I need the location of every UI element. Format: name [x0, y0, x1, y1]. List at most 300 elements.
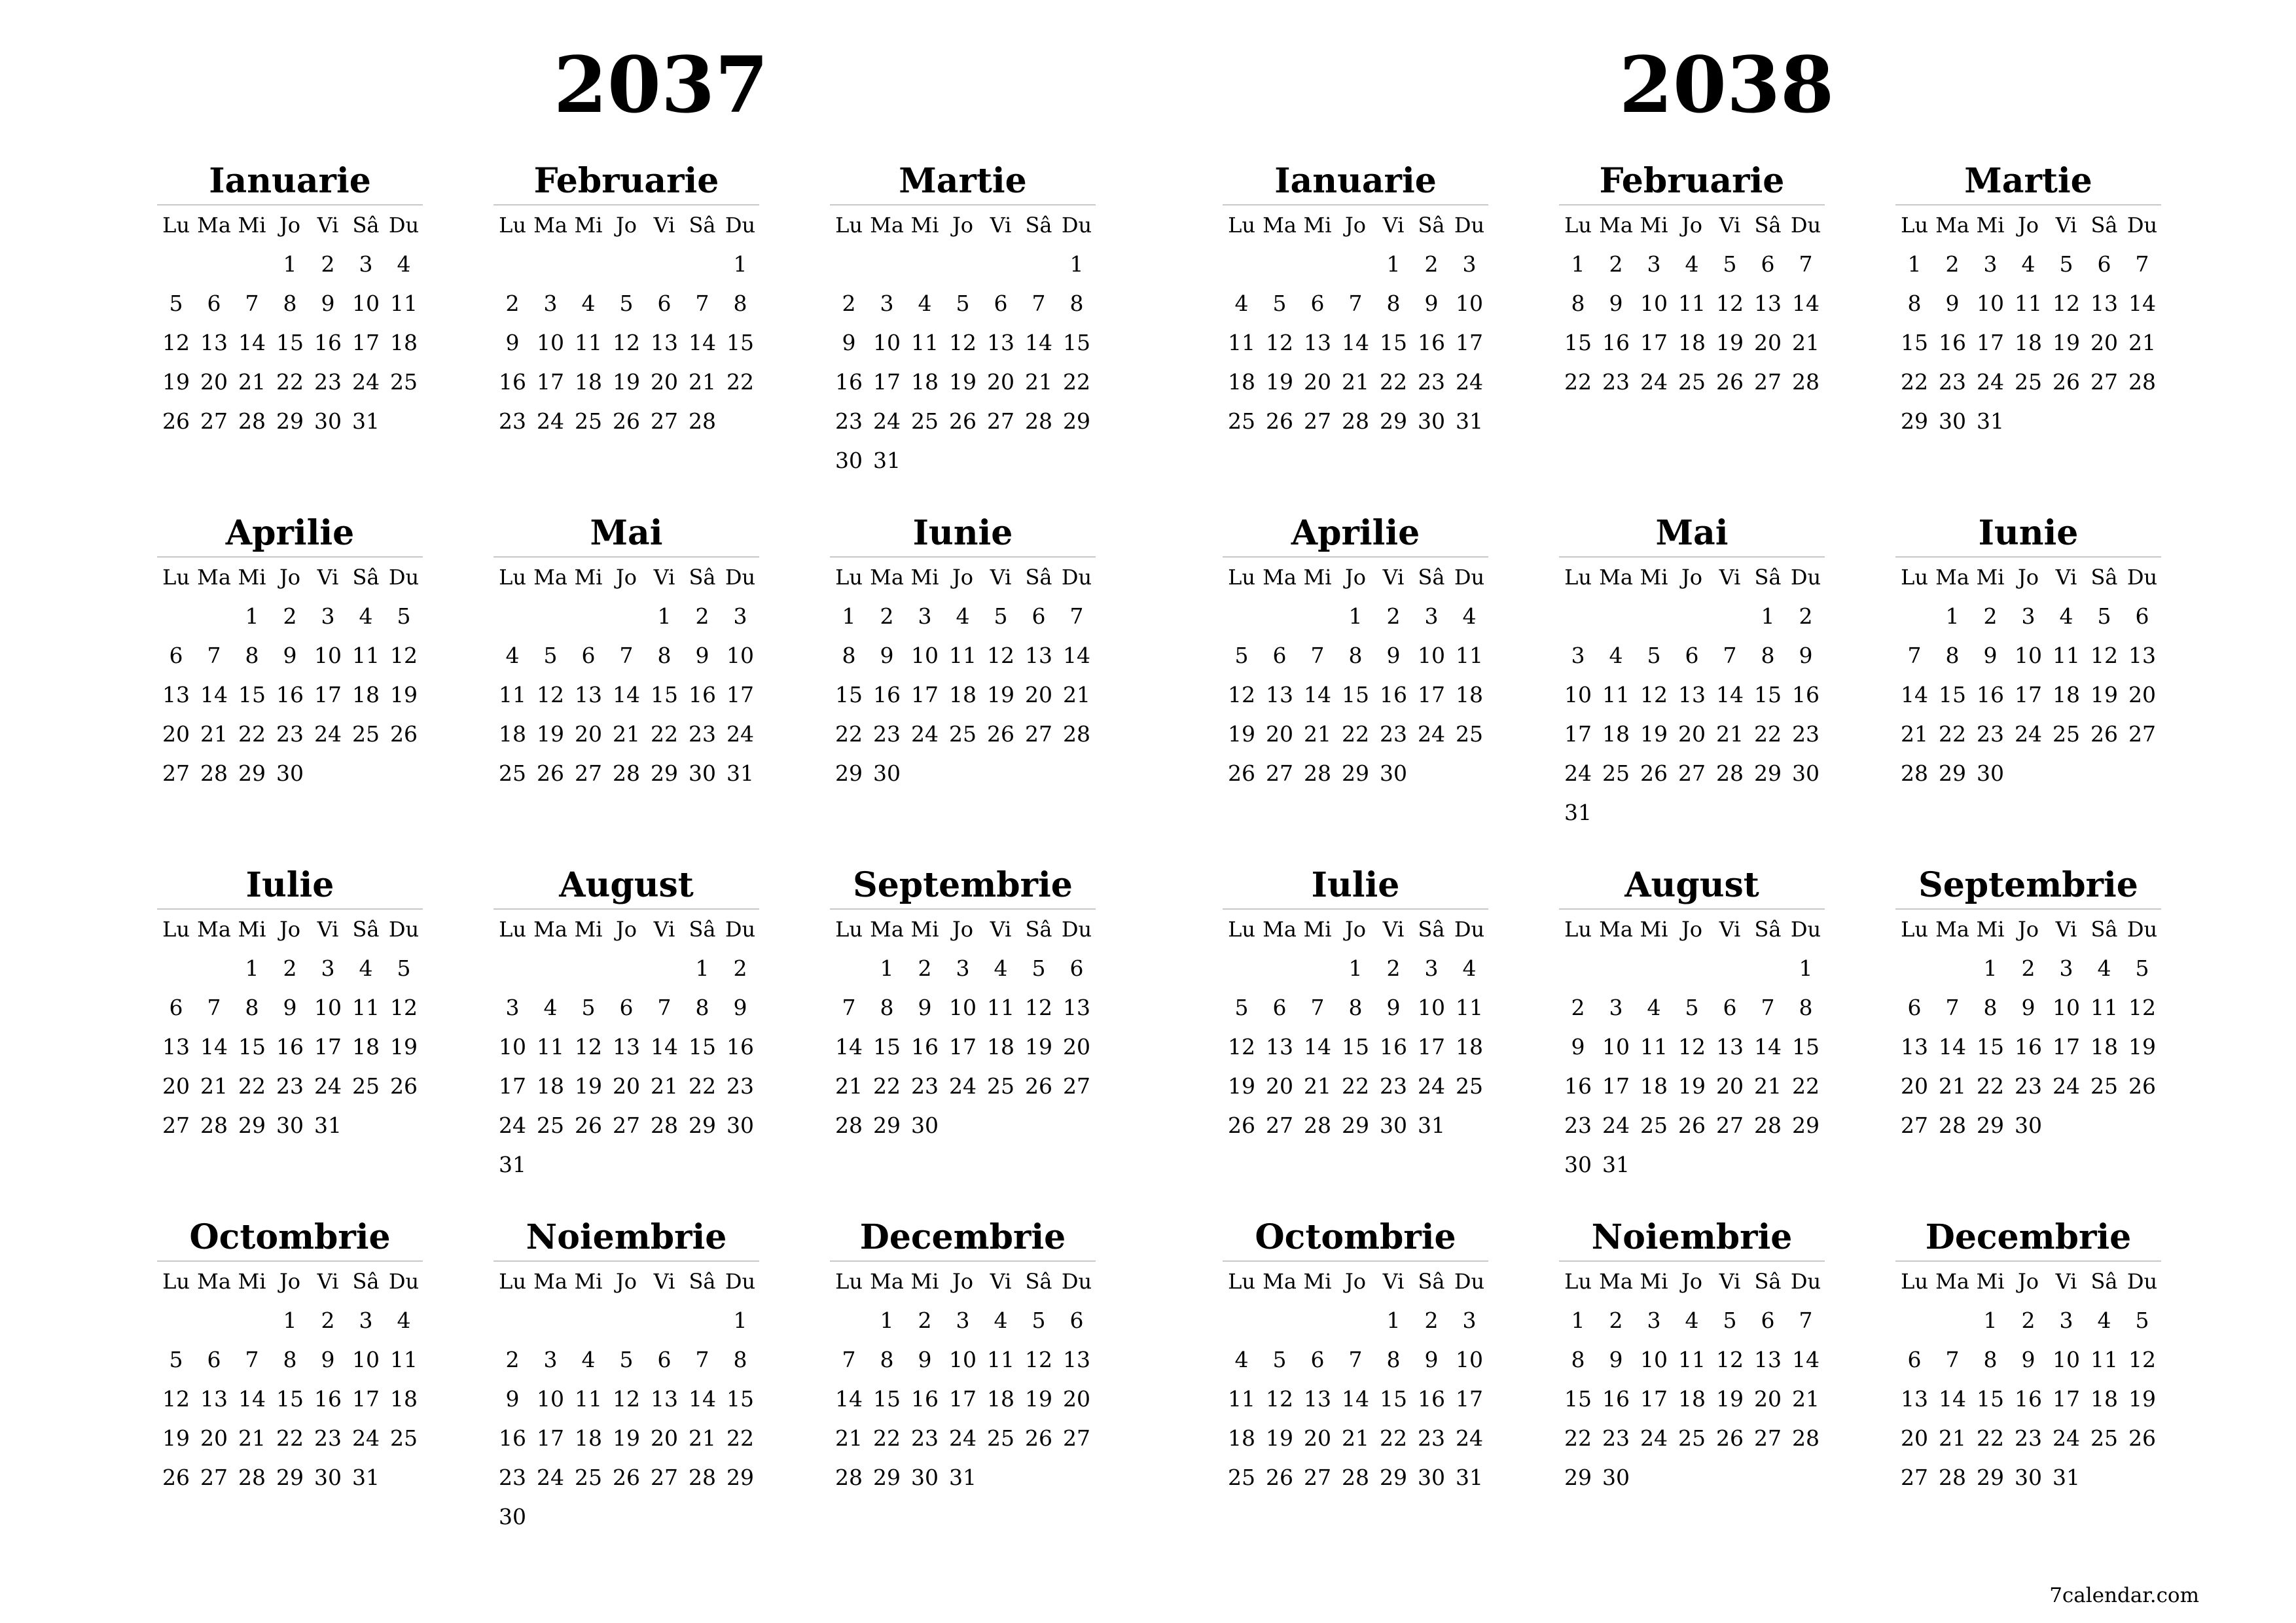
day-cell: 5 [1685, 995, 1699, 1020]
month-day-grid [1559, 205, 1825, 402]
day-cell: 1 [1983, 955, 1998, 981]
weekday-header: Ma [197, 917, 231, 942]
day-cell: 28 [689, 1465, 716, 1490]
day-cell: 23 [1418, 1425, 1445, 1451]
day-cell: 17 [1418, 682, 1445, 707]
day-cell: 22 [1380, 369, 1407, 395]
day-cell: 26 [1678, 1113, 1706, 1138]
month-martie [830, 158, 1096, 480]
day-cell: 26 [949, 408, 977, 434]
empty-day-cell [1299, 1301, 1336, 1340]
day-cell: 6 [1031, 603, 1046, 629]
weekday-header: Jo [615, 565, 637, 590]
day-cell: 29 [1564, 1465, 1592, 1490]
weekday-header: Mi [1303, 565, 1332, 590]
day-cell: 19 [575, 1073, 602, 1099]
day-cell: 10 [2053, 1347, 2080, 1372]
day-cell: 14 [1342, 1386, 1369, 1412]
weekday-header: Mi [574, 917, 603, 942]
day-cell: 26 [390, 1073, 418, 1099]
month-day-grid [830, 205, 1096, 480]
day-cell: 28 [2128, 369, 2156, 395]
day-cell: 15 [689, 1034, 716, 1060]
day-cell: 31 [1564, 800, 1592, 825]
day-cell: 21 [689, 369, 716, 395]
day-cell: 23 [911, 1073, 939, 1099]
day-cell: 7 [1799, 251, 1813, 277]
month-octombrie [157, 1215, 423, 1497]
day-cell: 28 [1304, 1113, 1331, 1138]
day-cell: 16 [1380, 1034, 1407, 1060]
day-cell: 31 [314, 1113, 342, 1138]
empty-day-cell [607, 597, 645, 636]
empty-day-cell [493, 245, 531, 284]
day-cell: 18 [575, 369, 602, 395]
day-cell: 20 [1678, 721, 1706, 747]
day-cell: 3 [2021, 603, 2036, 629]
day-cell: 22 [1342, 721, 1369, 747]
weekday-header: Vi [1382, 1269, 1405, 1294]
day-cell: 4 [1462, 955, 1477, 981]
day-cell: 22 [1792, 1073, 1820, 1099]
day-cell: 6 [169, 643, 183, 668]
day-cell: 14 [200, 682, 228, 707]
day-cell: 2 [1799, 603, 1813, 629]
day-cell: 10 [1456, 1347, 1483, 1372]
day-cell: 13 [1304, 330, 1331, 355]
weekday-header: Lu [1901, 917, 1928, 942]
weekday-header: Jo [279, 917, 301, 942]
day-cell: 3 [321, 955, 335, 981]
day-cell: 11 [390, 1347, 418, 1372]
weekday-header: Mi [910, 565, 939, 590]
weekday-header: Vi [990, 917, 1012, 942]
day-cell: 14 [1939, 1386, 1966, 1412]
day-cell: 16 [911, 1386, 939, 1412]
day-cell: 12 [390, 643, 418, 668]
day-cell: 26 [575, 1113, 602, 1138]
day-cell: 14 [835, 1034, 863, 1060]
day-cell: 6 [657, 291, 672, 316]
day-cell: 25 [537, 1113, 564, 1138]
day-cell: 10 [873, 330, 901, 355]
day-cell: 30 [1380, 760, 1407, 786]
day-cell: 6 [1907, 995, 1922, 1020]
day-cell: 2 [695, 603, 709, 629]
weekday-header: Mi [238, 565, 266, 590]
day-cell: 1 [1907, 251, 1922, 277]
day-cell: 20 [1025, 682, 1052, 707]
weekday-header: Vi [1719, 213, 1741, 238]
day-cell: 21 [1939, 1425, 1966, 1451]
day-cell: 26 [987, 721, 1014, 747]
day-cell: 12 [987, 643, 1014, 668]
day-cell: 20 [200, 1425, 228, 1451]
weekday-header: Jo [2017, 917, 2039, 942]
weekday-header: Mi [1303, 1269, 1332, 1294]
day-cell: 5 [1031, 1308, 1046, 1333]
day-cell: 15 [1063, 330, 1090, 355]
day-cell: 15 [1792, 1034, 1820, 1060]
empty-day-cell [1673, 949, 1711, 988]
day-cell: 11 [987, 995, 1014, 1020]
day-cell: 12 [2090, 643, 2118, 668]
day-cell: 25 [1678, 369, 1706, 395]
day-cell: 2 [1609, 251, 1623, 277]
weekday-header: Mi [1640, 565, 1668, 590]
month-day-grid [157, 910, 423, 1145]
weekday-header: Sâ [352, 1269, 380, 1294]
day-cell: 4 [1685, 251, 1699, 277]
day-cell: 14 [1342, 330, 1369, 355]
month-aprilie [157, 510, 423, 793]
weekday-header: Vi [653, 213, 675, 238]
day-cell: 29 [276, 1465, 304, 1490]
weekday-header: Lu [1901, 565, 1928, 590]
day-cell: 30 [835, 448, 863, 473]
empty-day-cell [944, 245, 982, 284]
day-cell: 25 [1456, 1073, 1483, 1099]
day-cell: 5 [1723, 1308, 1737, 1333]
weekday-header: Vi [1382, 917, 1405, 942]
day-cell: 20 [1266, 721, 1293, 747]
day-cell: 7 [695, 1347, 709, 1372]
day-cell: 31 [499, 1152, 526, 1177]
day-cell: 9 [283, 643, 297, 668]
day-cell: 16 [873, 682, 901, 707]
day-cell: 7 [695, 291, 709, 316]
day-cell: 1 [1571, 251, 1585, 277]
weekday-header: Ma [1263, 1269, 1297, 1294]
day-cell: 23 [873, 721, 901, 747]
day-cell: 8 [283, 291, 297, 316]
empty-day-cell [195, 597, 233, 636]
day-cell: 1 [1945, 603, 1960, 629]
day-cell: 27 [2128, 721, 2156, 747]
empty-day-cell [1933, 1301, 1971, 1340]
weekday-header: Du [388, 213, 420, 238]
day-cell: 21 [1063, 682, 1090, 707]
day-cell: 6 [207, 291, 221, 316]
day-cell: 21 [2128, 330, 2156, 355]
empty-day-cell [1673, 597, 1711, 636]
day-cell: 21 [1342, 369, 1369, 395]
day-cell: 1 [1799, 955, 1813, 981]
day-cell: 7 [1069, 603, 1084, 629]
weekday-header: Ma [533, 565, 567, 590]
month-decembrie [830, 1215, 1096, 1497]
weekday-header: Jo [2017, 1269, 2039, 1294]
day-cell: 12 [575, 1034, 602, 1060]
day-cell: 3 [1462, 251, 1477, 277]
day-cell: 19 [2053, 330, 2080, 355]
month-decembrie [1895, 1215, 2161, 1497]
weekday-header: Ma [197, 1269, 231, 1294]
day-cell: 9 [733, 995, 747, 1020]
day-cell: 16 [689, 682, 716, 707]
day-cell: 2 [918, 955, 932, 981]
day-cell: 24 [352, 369, 380, 395]
weekday-header: Du [2126, 565, 2158, 590]
day-cell: 15 [276, 1386, 304, 1412]
empty-day-cell [1597, 597, 1635, 636]
day-cell: 22 [1901, 369, 1928, 395]
weekday-header: Mi [910, 213, 939, 238]
day-cell: 9 [1983, 643, 1998, 668]
day-cell: 12 [1025, 1347, 1052, 1372]
day-cell: 20 [2128, 682, 2156, 707]
weekday-header: Mi [238, 213, 266, 238]
day-cell: 28 [1792, 369, 1820, 395]
day-cell: 17 [949, 1034, 977, 1060]
day-cell: 17 [1456, 1386, 1483, 1412]
month-ianuarie [157, 158, 423, 441]
weekday-header: Sâ [352, 565, 380, 590]
day-cell: 27 [1716, 1113, 1744, 1138]
day-cell: 8 [1069, 291, 1084, 316]
day-cell: 5 [994, 603, 1008, 629]
weekday-header: Mi [1303, 213, 1332, 238]
month-iunie [830, 510, 1096, 793]
day-cell: 24 [726, 721, 754, 747]
day-cell: 5 [1272, 1347, 1287, 1372]
day-cell: 29 [1939, 760, 1966, 786]
day-cell: 17 [314, 1034, 342, 1060]
day-cell: 1 [1386, 1308, 1401, 1333]
day-cell: 17 [1418, 1034, 1445, 1060]
day-cell: 28 [1342, 408, 1369, 434]
day-cell: 17 [1564, 721, 1592, 747]
day-cell: 22 [276, 1425, 304, 1451]
day-cell: 8 [1799, 995, 1813, 1020]
empty-day-cell [569, 245, 607, 284]
day-cell: 25 [1228, 408, 1255, 434]
day-cell: 6 [2097, 251, 2111, 277]
month-name: Decembrie [1895, 1215, 2161, 1262]
weekday-header: Lu [1228, 565, 1255, 590]
day-cell: 19 [987, 682, 1014, 707]
month-day-grid [1895, 1262, 2161, 1497]
day-cell: 7 [1799, 1308, 1813, 1333]
day-cell: 14 [1754, 1034, 1782, 1060]
weekday-header: Ma [1599, 917, 1633, 942]
month-day-grid [830, 910, 1096, 1145]
weekday-header: Lu [835, 213, 863, 238]
day-cell: 4 [994, 955, 1008, 981]
day-cell: 8 [1386, 291, 1401, 316]
day-cell: 20 [1304, 1425, 1331, 1451]
day-cell: 21 [1754, 1073, 1782, 1099]
weekday-header: Du [1061, 1269, 1092, 1294]
day-cell: 6 [1723, 995, 1737, 1020]
day-cell: 1 [880, 1308, 894, 1333]
day-cell: 5 [397, 955, 411, 981]
day-cell: 21 [613, 721, 640, 747]
day-cell: 12 [1716, 291, 1744, 316]
day-cell: 28 [835, 1465, 863, 1490]
day-cell: 24 [1418, 1073, 1445, 1099]
weekday-header: Ma [1599, 213, 1633, 238]
day-cell: 21 [651, 1073, 678, 1099]
day-cell: 6 [1310, 291, 1325, 316]
day-cell: 9 [1424, 291, 1439, 316]
day-cell: 20 [1304, 369, 1331, 395]
day-cell: 14 [1063, 643, 1090, 668]
day-cell: 16 [276, 682, 304, 707]
month-name: Mai [1559, 510, 1825, 558]
weekday-header: Jo [952, 1269, 974, 1294]
day-cell: 11 [1678, 291, 1706, 316]
weekday-header: Ma [1263, 213, 1297, 238]
empty-day-cell [157, 597, 195, 636]
month-day-grid [1223, 910, 1488, 1145]
day-cell: 19 [1640, 721, 1668, 747]
day-cell: 4 [1234, 1347, 1249, 1372]
weekday-header: Mi [574, 213, 603, 238]
day-cell: 3 [918, 603, 932, 629]
day-cell: 29 [276, 408, 304, 434]
day-cell: 18 [390, 1386, 418, 1412]
empty-day-cell [1559, 949, 1597, 988]
weekday-header: Vi [653, 565, 675, 590]
weekday-header: Jo [279, 213, 301, 238]
day-cell: 6 [1761, 251, 1775, 277]
day-cell: 2 [1609, 1308, 1623, 1333]
day-cell: 6 [1310, 1347, 1325, 1372]
day-cell: 3 [321, 603, 335, 629]
day-cell: 10 [537, 1386, 564, 1412]
month-name: Aprilie [1223, 510, 1488, 558]
month-noiembrie [493, 1215, 759, 1537]
empty-day-cell [531, 597, 569, 636]
day-cell: 26 [2128, 1425, 2156, 1451]
day-cell: 9 [880, 643, 894, 668]
weekday-header: Vi [2055, 917, 2077, 942]
month-iulie [157, 863, 423, 1145]
day-cell: 23 [911, 1425, 939, 1451]
day-cell: 18 [949, 682, 977, 707]
day-cell: 26 [2128, 1073, 2156, 1099]
weekday-header: Jo [952, 213, 974, 238]
day-cell: 17 [949, 1386, 977, 1412]
day-cell: 4 [2021, 251, 2036, 277]
day-cell: 25 [987, 1073, 1014, 1099]
day-cell: 26 [1266, 408, 1293, 434]
day-cell: 15 [276, 330, 304, 355]
weekday-header: Vi [990, 565, 1012, 590]
day-cell: 27 [651, 1465, 678, 1490]
day-cell: 11 [2090, 1347, 2118, 1372]
day-cell: 13 [162, 1034, 190, 1060]
day-cell: 3 [543, 291, 558, 316]
day-cell: 20 [1266, 1073, 1293, 1099]
weekday-header: Mi [574, 565, 603, 590]
day-cell: 12 [162, 1386, 190, 1412]
day-cell: 7 [1761, 995, 1775, 1020]
day-cell: 5 [2059, 251, 2073, 277]
empty-day-cell [195, 949, 233, 988]
day-cell: 16 [314, 330, 342, 355]
day-cell: 29 [1977, 1113, 2004, 1138]
month-martie [1895, 158, 2161, 441]
day-cell: 10 [1418, 995, 1445, 1020]
day-cell: 25 [352, 1073, 380, 1099]
day-cell: 3 [505, 995, 520, 1020]
day-cell: 3 [2059, 955, 2073, 981]
day-cell: 8 [1386, 1347, 1401, 1372]
month-name: Noiembrie [1559, 1215, 1825, 1262]
day-cell: 24 [314, 721, 342, 747]
day-cell: 9 [283, 995, 297, 1020]
footer-site-link[interactable]: 7calendar.com [2049, 1584, 2199, 1607]
weekday-header: Lu [835, 565, 863, 590]
day-cell: 13 [651, 1386, 678, 1412]
day-cell: 3 [2059, 1308, 2073, 1333]
day-cell: 16 [1977, 682, 2004, 707]
weekday-header: Sâ [1025, 917, 1052, 942]
day-cell: 13 [1304, 1386, 1331, 1412]
day-cell: 19 [2090, 682, 2118, 707]
day-cell: 1 [1386, 251, 1401, 277]
day-cell: 11 [352, 643, 380, 668]
day-cell: 23 [499, 1465, 526, 1490]
day-cell: 5 [169, 1347, 183, 1372]
day-cell: 5 [1234, 995, 1249, 1020]
weekday-header: Jo [952, 917, 974, 942]
empty-day-cell [830, 949, 868, 988]
day-cell: 9 [918, 995, 932, 1020]
day-cell: 22 [1939, 721, 1966, 747]
weekday-header: Du [1454, 213, 1485, 238]
day-cell: 13 [1063, 1347, 1090, 1372]
day-cell: 23 [1418, 369, 1445, 395]
weekday-header: Ma [1599, 565, 1633, 590]
month-name: Martie [830, 158, 1096, 205]
year-title: 2037 [553, 39, 769, 130]
day-cell: 14 [1304, 682, 1331, 707]
day-cell: 17 [537, 369, 564, 395]
day-cell: 2 [505, 291, 520, 316]
day-cell: 11 [499, 682, 526, 707]
day-cell: 14 [689, 330, 716, 355]
day-cell: 27 [1063, 1073, 1090, 1099]
day-cell: 4 [543, 995, 558, 1020]
day-cell: 1 [1348, 955, 1363, 981]
day-cell: 15 [1380, 1386, 1407, 1412]
day-cell: 4 [2097, 955, 2111, 981]
day-cell: 21 [1939, 1073, 1966, 1099]
day-cell: 10 [1640, 291, 1668, 316]
day-cell: 18 [987, 1386, 1014, 1412]
day-cell: 13 [1901, 1386, 1928, 1412]
day-cell: 16 [1564, 1073, 1592, 1099]
day-cell: 4 [359, 955, 373, 981]
month-day-grid [157, 205, 423, 441]
day-cell: 7 [207, 643, 221, 668]
day-cell: 22 [1977, 1425, 2004, 1451]
day-cell: 19 [2128, 1034, 2156, 1060]
day-cell: 31 [352, 1465, 380, 1490]
day-cell: 7 [1945, 1347, 1960, 1372]
day-cell: 3 [1609, 995, 1623, 1020]
day-cell: 9 [1945, 291, 1960, 316]
day-cell: 14 [689, 1386, 716, 1412]
month-day-grid [157, 1262, 423, 1497]
day-cell: 13 [200, 330, 228, 355]
day-cell: 20 [1901, 1425, 1928, 1451]
day-cell: 28 [689, 408, 716, 434]
day-cell: 2 [1424, 251, 1439, 277]
